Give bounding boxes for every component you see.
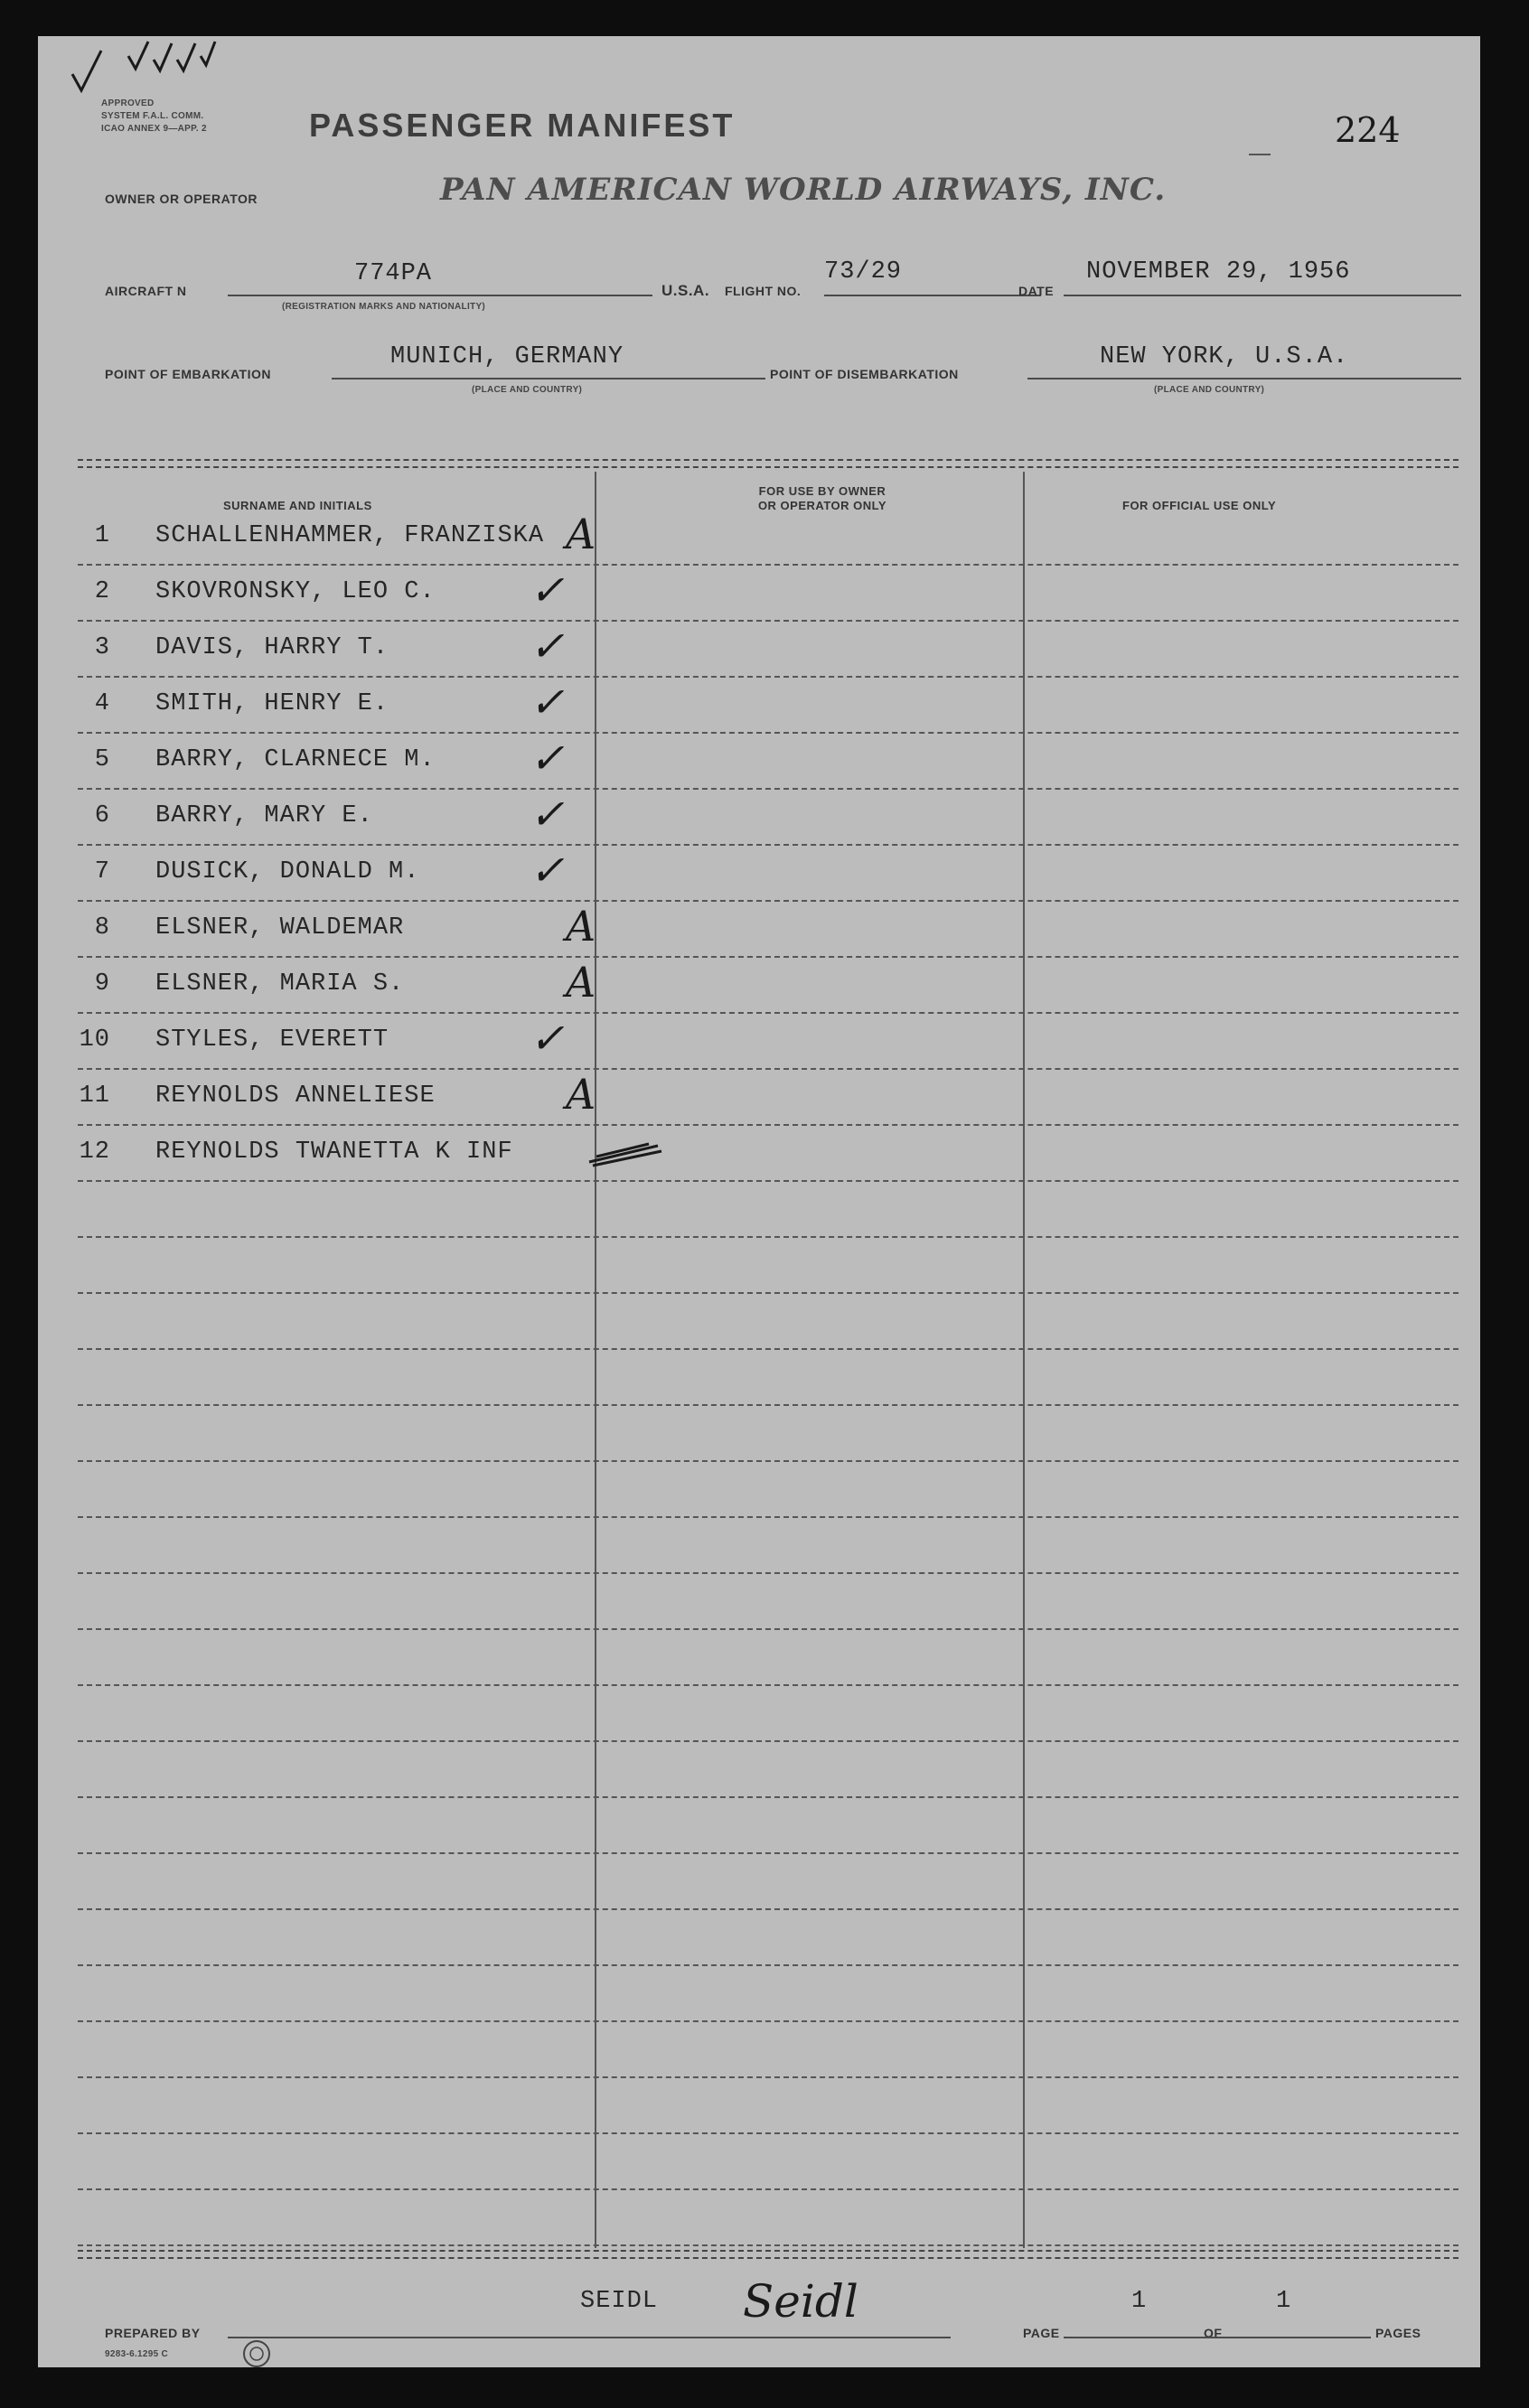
prepared-name: SEIDL xyxy=(580,2288,659,2315)
passenger-name: SCHALLENHAMMER, FRANZISKA xyxy=(155,522,545,549)
passenger-name: ELSNER, WALDEMAR xyxy=(155,914,405,942)
handwritten-a-mark: A xyxy=(566,510,596,558)
page-underline xyxy=(1064,2337,1371,2338)
row-rule xyxy=(78,2076,1459,2078)
column-header-owner-line: FOR USE BY OWNER xyxy=(758,484,886,498)
table-row xyxy=(78,1070,1459,1119)
owner-label: OWNER OR OPERATOR xyxy=(105,192,258,206)
flight-value: 73/29 xyxy=(824,258,903,286)
row-rule xyxy=(78,1124,1459,1126)
row-rule xyxy=(78,1796,1459,1798)
checkmark-icon: ✓ xyxy=(530,566,565,614)
date-underline xyxy=(1064,295,1461,296)
row-rule xyxy=(78,1404,1459,1406)
checkmark-icon: ✓ xyxy=(530,622,565,670)
row-number: 10 xyxy=(79,1026,110,1054)
of-value: 1 xyxy=(1276,2288,1292,2315)
prepared-label: PREPARED BY xyxy=(105,2326,201,2340)
handwritten-a-mark: A xyxy=(566,1070,596,1119)
checkmark-icon: ✓ xyxy=(530,734,565,782)
disembark-sublabel: (PLACE AND COUNTRY) xyxy=(1154,385,1265,395)
passenger-name: ELSNER, MARIA S. xyxy=(155,970,405,998)
passenger-name: REYNOLDS ANNELIESE xyxy=(155,1082,436,1110)
disembark-value: NEW YORK, U.S.A. xyxy=(1100,343,1349,370)
table-top-rule xyxy=(78,459,1459,461)
row-number: 9 xyxy=(94,970,110,998)
table-row xyxy=(78,678,1459,726)
column-header-owner-line: OR OPERATOR ONLY xyxy=(757,499,887,512)
row-rule xyxy=(78,1964,1459,1966)
page-label: PAGE xyxy=(1023,2326,1060,2340)
owner-value: PAN AMERICAN WORLD AIRWAYS, INC. xyxy=(440,172,1167,208)
embark-underline xyxy=(332,378,765,379)
table-row xyxy=(78,510,1459,558)
row-rule xyxy=(78,1180,1459,1182)
column-divider xyxy=(595,472,596,2248)
signature: Seidl xyxy=(743,2275,858,2328)
union-label-seal-icon xyxy=(241,2338,272,2369)
row-rule xyxy=(78,1012,1459,1014)
checkmark-icon: ✓ xyxy=(530,678,565,726)
embark-value: MUNICH, GERMANY xyxy=(390,343,624,370)
row-number: 3 xyxy=(94,634,110,661)
aircraft-sublabel: (REGISTRATION MARKS AND NATIONALITY) xyxy=(282,302,486,312)
row-rule xyxy=(78,1292,1459,1294)
row-rule xyxy=(78,1068,1459,1070)
row-rule xyxy=(78,1572,1459,1574)
row-rule xyxy=(78,956,1459,958)
row-number: 6 xyxy=(94,802,110,829)
row-rule xyxy=(78,2244,1459,2246)
row-number: 11 xyxy=(79,1082,110,1110)
row-rule xyxy=(78,1516,1459,1518)
manifest-sheet xyxy=(38,36,1480,2367)
flight-underline xyxy=(824,295,1041,296)
passenger-name: DAVIS, HARRY T. xyxy=(155,634,389,661)
row-number: 1 xyxy=(94,522,110,549)
aircraft-value: 774PA xyxy=(354,260,433,287)
checkmark-icon: ✓ xyxy=(530,1014,565,1063)
handwritten-a-mark: A xyxy=(566,958,596,1007)
row-rule xyxy=(78,732,1459,734)
row-rule xyxy=(78,620,1459,622)
disembark-label: POINT OF DISEMBARKATION xyxy=(770,367,959,381)
table-row xyxy=(78,790,1459,839)
embark-sublabel: (PLACE AND COUNTRY) xyxy=(472,385,583,395)
row-number: 2 xyxy=(94,578,110,605)
row-number: 5 xyxy=(94,746,110,773)
table-row xyxy=(78,846,1459,895)
row-rule xyxy=(78,1740,1459,1742)
page-title: PASSENGER MANIFEST xyxy=(309,107,736,144)
passenger-name: BARRY, CLARNECE M. xyxy=(155,746,436,773)
embark-label: POINT OF EMBARKATION xyxy=(105,367,271,381)
page-number: 224 xyxy=(1335,110,1401,150)
handwritten-a-mark: A xyxy=(566,902,596,951)
passenger-name: REYNOLDS TWANETTA K INF xyxy=(155,1138,513,1166)
passenger-name: SKOVRONSKY, LEO C. xyxy=(155,578,436,605)
form-code: 9283-6.1295 C xyxy=(105,2349,169,2359)
table-row xyxy=(78,622,1459,670)
table-bottom-rule xyxy=(78,2250,1459,2252)
table-top-rule xyxy=(78,466,1459,468)
prepared-underline xyxy=(228,2337,951,2338)
checkmark-icon: ✓ xyxy=(530,790,565,839)
row-rule xyxy=(78,2132,1459,2134)
approval-line: SYSTEM F.A.L. COMM. xyxy=(101,111,204,121)
row-rule xyxy=(78,844,1459,846)
table-row xyxy=(78,958,1459,1007)
table-row xyxy=(78,734,1459,782)
row-number: 8 xyxy=(94,914,110,942)
column-header-names: SURNAME AND INITIALS xyxy=(223,499,372,512)
passenger-name: STYLES, EVERETT xyxy=(155,1026,389,1054)
aircraft-underline xyxy=(228,295,652,296)
checkmark-icon: ✓ xyxy=(530,846,565,895)
row-rule xyxy=(78,564,1459,566)
column-divider xyxy=(1023,472,1025,2248)
row-number: 12 xyxy=(79,1138,110,1166)
row-rule xyxy=(78,2020,1459,2022)
handwritten-ticks-icon xyxy=(65,38,228,101)
aircraft-label: AIRCRAFT N xyxy=(105,284,187,298)
disembark-underline xyxy=(1027,378,1461,379)
table-row xyxy=(78,1133,1459,1173)
row-number: 7 xyxy=(94,858,110,885)
of-label: OF xyxy=(1204,2326,1223,2340)
passenger-name: DUSICK, DONALD M. xyxy=(155,858,420,885)
table-row xyxy=(78,566,1459,614)
row-rule xyxy=(78,1348,1459,1350)
passenger-name: BARRY, MARY E. xyxy=(155,802,373,829)
approval-line: ICAO ANNEX 9—APP. 2 xyxy=(101,124,207,134)
row-rule xyxy=(78,1852,1459,1854)
passenger-name: SMITH, HENRY E. xyxy=(155,690,389,717)
pages-label: PAGES xyxy=(1375,2326,1421,2340)
row-rule xyxy=(78,1908,1459,1910)
date-label: DATE xyxy=(1018,284,1055,298)
row-rule xyxy=(78,1460,1459,1462)
table-row xyxy=(78,902,1459,951)
date-value: NOVEMBER 29, 1956 xyxy=(1086,258,1351,286)
row-rule xyxy=(78,1684,1459,1686)
page-value: 1 xyxy=(1131,2288,1148,2315)
scribble-mark-icon xyxy=(586,1137,667,1173)
row-rule xyxy=(78,1236,1459,1238)
column-header-official: FOR OFFICIAL USE ONLY xyxy=(1122,499,1277,512)
approval-block xyxy=(101,98,207,136)
row-rule xyxy=(78,1628,1459,1630)
approval-line: APPROVED xyxy=(101,98,155,108)
row-rule xyxy=(78,2188,1459,2190)
row-number: 4 xyxy=(94,690,110,717)
row-rule xyxy=(78,676,1459,678)
aircraft-country: U.S.A. xyxy=(661,282,710,299)
table-row xyxy=(78,1014,1459,1063)
flight-label: FLIGHT NO. xyxy=(725,284,802,298)
column-header-owner xyxy=(714,484,931,513)
row-rule xyxy=(78,788,1459,790)
row-rule xyxy=(78,900,1459,902)
table-bottom-rule xyxy=(78,2257,1459,2259)
divider xyxy=(1249,154,1271,155)
